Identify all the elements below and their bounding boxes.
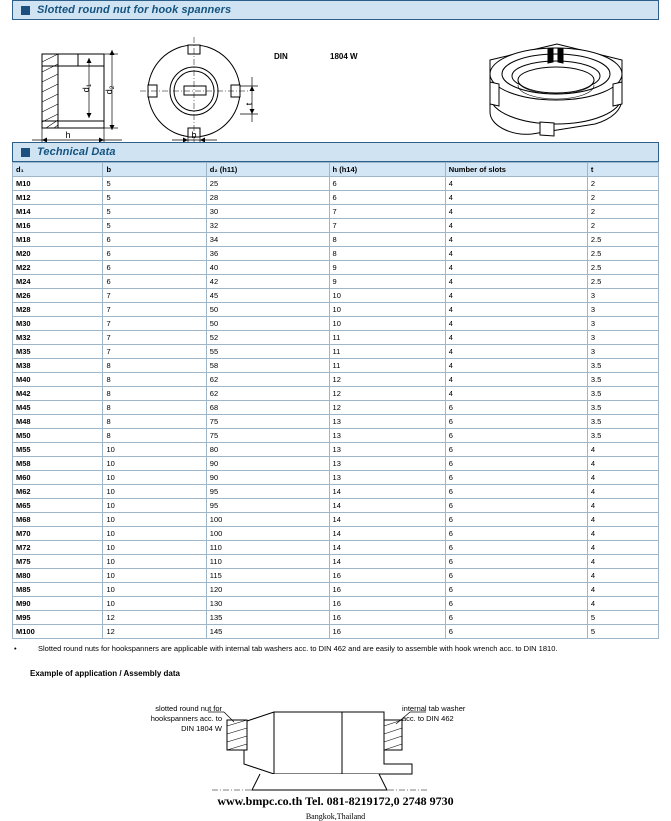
assembly-drawing — [12, 682, 659, 792]
cell-d1: M75 — [13, 555, 103, 569]
cell-h: 16 — [329, 611, 445, 625]
cell-b: 12 — [103, 625, 206, 639]
cell-d2: 58 — [206, 359, 329, 373]
footer-website: www.bmpc.co.th Tel. 081-8219172,0 2748 9730 — [217, 794, 454, 808]
cell-h: 16 — [329, 625, 445, 639]
cell-b: 10 — [103, 555, 206, 569]
table-row — [13, 555, 659, 569]
cell-slots: 4 — [445, 317, 587, 331]
cell-b: 10 — [103, 583, 206, 597]
cell-h: 13 — [329, 471, 445, 485]
cell-d1: M72 — [13, 541, 103, 555]
cell-b: 5 — [103, 177, 206, 191]
cell-b: 7 — [103, 331, 206, 345]
cell-d2: 45 — [206, 289, 329, 303]
cell-slots: 6 — [445, 471, 587, 485]
cell-t: 2 — [587, 219, 658, 233]
cell-t: 5 — [587, 625, 658, 639]
cell-h: 7 — [329, 219, 445, 233]
cell-d1: M28 — [13, 303, 103, 317]
square-marker-icon — [21, 6, 30, 15]
cell-b: 12 — [103, 611, 206, 625]
table-row — [13, 387, 659, 401]
cell-slots: 6 — [445, 555, 587, 569]
cell-d1: M40 — [13, 373, 103, 387]
product-drawing — [12, 22, 659, 142]
svg-text:b: b — [191, 130, 197, 140]
cell-d2: 100 — [206, 513, 329, 527]
table-header-row — [13, 163, 659, 177]
cell-h: 9 — [329, 275, 445, 289]
cell-t: 4 — [587, 443, 658, 457]
cell-h: 9 — [329, 261, 445, 275]
cell-b: 10 — [103, 597, 206, 611]
cell-d1: M22 — [13, 261, 103, 275]
cell-d1: M18 — [13, 233, 103, 247]
cell-slots: 4 — [445, 331, 587, 345]
cell-t: 3 — [587, 345, 658, 359]
cell-slots: 6 — [445, 443, 587, 457]
cell-t: 4 — [587, 485, 658, 499]
cell-h: 10 — [329, 303, 445, 317]
cell-b: 10 — [103, 443, 206, 457]
cell-t: 3.5 — [587, 415, 658, 429]
cell-slots: 4 — [445, 261, 587, 275]
cell-d2: 100 — [206, 527, 329, 541]
cell-d1: M62 — [13, 485, 103, 499]
cell-d1: M20 — [13, 247, 103, 261]
cell-h: 12 — [329, 373, 445, 387]
cell-d2: 115 — [206, 569, 329, 583]
table-row — [13, 247, 659, 261]
cell-h: 16 — [329, 569, 445, 583]
cell-d2: 25 — [206, 177, 329, 191]
cell-b: 7 — [103, 303, 206, 317]
table-row — [13, 527, 659, 541]
page-title: Slotted round nut for hook spanners — [37, 4, 232, 16]
cell-d1: M65 — [13, 499, 103, 513]
cell-h: 16 — [329, 597, 445, 611]
cell-t: 3 — [587, 331, 658, 345]
table-row — [13, 401, 659, 415]
table-row — [13, 359, 659, 373]
cell-d1: M55 — [13, 443, 103, 457]
cell-t: 4 — [587, 457, 658, 471]
example-heading: Example of application / Assembly data — [30, 669, 180, 678]
cell-h: 14 — [329, 555, 445, 569]
cell-b: 8 — [103, 359, 206, 373]
table-row — [13, 457, 659, 471]
cell-h: 12 — [329, 387, 445, 401]
col-header-b: b — [103, 163, 206, 177]
table-row — [13, 597, 659, 611]
cell-d2: 55 — [206, 345, 329, 359]
cell-b: 10 — [103, 457, 206, 471]
cell-h: 6 — [329, 177, 445, 191]
technical-data-title: Technical Data — [37, 146, 116, 158]
table-row — [13, 233, 659, 247]
table-row — [13, 303, 659, 317]
cell-d1: M12 — [13, 191, 103, 205]
cell-h: 12 — [329, 401, 445, 415]
cell-b: 8 — [103, 401, 206, 415]
cell-d2: 130 — [206, 597, 329, 611]
cell-h: 14 — [329, 527, 445, 541]
cell-slots: 6 — [445, 485, 587, 499]
cell-d2: 62 — [206, 387, 329, 401]
table-row — [13, 429, 659, 443]
cell-d2: 40 — [206, 261, 329, 275]
cell-slots: 6 — [445, 569, 587, 583]
footnote — [12, 644, 659, 653]
cell-b: 10 — [103, 471, 206, 485]
cell-h: 11 — [329, 331, 445, 345]
cell-h: 13 — [329, 457, 445, 471]
cell-d1: M45 — [13, 401, 103, 415]
svg-text:t: t — [244, 102, 254, 106]
cell-slots: 4 — [445, 387, 587, 401]
cell-slots: 6 — [445, 611, 587, 625]
cell-d2: 28 — [206, 191, 329, 205]
cell-h: 13 — [329, 429, 445, 443]
cell-d1: M68 — [13, 513, 103, 527]
cell-t: 3 — [587, 303, 658, 317]
svg-text:d2: $d_2$ — [104, 85, 116, 95]
din-standard-number: 1804 W — [330, 52, 358, 61]
assembly-drawing-svg — [12, 682, 659, 792]
cell-d1: M100 — [13, 625, 103, 639]
technical-data-table — [12, 162, 659, 639]
table-row — [13, 471, 659, 485]
cell-h: 10 — [329, 317, 445, 331]
col-header-h: h (h14) — [329, 163, 445, 177]
cell-d2: 90 — [206, 471, 329, 485]
cell-t: 3 — [587, 317, 658, 331]
cell-slots: 6 — [445, 513, 587, 527]
cell-slots: 4 — [445, 359, 587, 373]
cell-b: 6 — [103, 233, 206, 247]
cell-d2: 68 — [206, 401, 329, 415]
cell-h: 6 — [329, 191, 445, 205]
col-header-t: t — [587, 163, 658, 177]
cell-d2: 52 — [206, 331, 329, 345]
cell-b: 6 — [103, 275, 206, 289]
cell-t: 3 — [587, 289, 658, 303]
cell-d1: M58 — [13, 457, 103, 471]
technical-data-title-bar — [12, 142, 659, 162]
cell-slots: 6 — [445, 527, 587, 541]
cell-slots: 4 — [445, 289, 587, 303]
cell-d2: 30 — [206, 205, 329, 219]
cell-b: 10 — [103, 513, 206, 527]
cell-d2: 36 — [206, 247, 329, 261]
table-row — [13, 317, 659, 331]
cell-d1: M14 — [13, 205, 103, 219]
cell-t: 3.5 — [587, 387, 658, 401]
cell-slots: 4 — [445, 191, 587, 205]
cell-d1: M60 — [13, 471, 103, 485]
cell-t: 2.5 — [587, 247, 658, 261]
cell-slots: 6 — [445, 415, 587, 429]
table-row — [13, 275, 659, 289]
cell-d1: M90 — [13, 597, 103, 611]
cell-h: 14 — [329, 485, 445, 499]
table-row — [13, 261, 659, 275]
cell-slots: 4 — [445, 233, 587, 247]
cell-t: 4 — [587, 513, 658, 527]
cell-t: 3.5 — [587, 401, 658, 415]
cell-h: 13 — [329, 415, 445, 429]
assembly-label-right: internal tab washer acc. to DIN 462 — [402, 704, 466, 723]
cell-b: 7 — [103, 289, 206, 303]
table-row — [13, 331, 659, 345]
cell-t: 4 — [587, 569, 658, 583]
cell-slots: 4 — [445, 177, 587, 191]
cell-d1: M35 — [13, 345, 103, 359]
cell-d1: M50 — [13, 429, 103, 443]
cell-d2: 110 — [206, 555, 329, 569]
cell-d1: M48 — [13, 415, 103, 429]
cell-d2: 50 — [206, 317, 329, 331]
cell-b: 10 — [103, 569, 206, 583]
cell-d1: M70 — [13, 527, 103, 541]
cell-b: 6 — [103, 247, 206, 261]
cell-h: 11 — [329, 345, 445, 359]
table-row — [13, 513, 659, 527]
cell-t: 2 — [587, 191, 658, 205]
cell-h: 8 — [329, 247, 445, 261]
cell-b: 10 — [103, 541, 206, 555]
cell-h: 16 — [329, 583, 445, 597]
technical-drawing-svg — [12, 22, 659, 142]
cell-d2: 90 — [206, 457, 329, 471]
table-row — [13, 373, 659, 387]
cell-d2: 62 — [206, 373, 329, 387]
cell-slots: 6 — [445, 401, 587, 415]
cell-t: 2.5 — [587, 233, 658, 247]
cell-b: 6 — [103, 261, 206, 275]
table-row — [13, 191, 659, 205]
cell-t: 3.5 — [587, 373, 658, 387]
cell-d2: 80 — [206, 443, 329, 457]
cell-slots: 6 — [445, 597, 587, 611]
table-row — [13, 583, 659, 597]
cell-slots: 6 — [445, 541, 587, 555]
cell-slots: 4 — [445, 219, 587, 233]
cell-d2: 135 — [206, 611, 329, 625]
cell-b: 10 — [103, 499, 206, 513]
cell-d1: M30 — [13, 317, 103, 331]
cell-d2: 110 — [206, 541, 329, 555]
cell-b: 10 — [103, 485, 206, 499]
cell-t: 2 — [587, 205, 658, 219]
cell-d2: 120 — [206, 583, 329, 597]
table-row — [13, 541, 659, 555]
cell-h: 11 — [329, 359, 445, 373]
cell-d1: M80 — [13, 569, 103, 583]
col-header-d2: d₂ (h11) — [206, 163, 329, 177]
cell-d1: M16 — [13, 219, 103, 233]
cell-d2: 50 — [206, 303, 329, 317]
table-row — [13, 289, 659, 303]
cell-d2: 75 — [206, 429, 329, 443]
cell-b: 8 — [103, 429, 206, 443]
cell-slots: 4 — [445, 247, 587, 261]
cell-d2: 145 — [206, 625, 329, 639]
cell-t: 3.5 — [587, 359, 658, 373]
cell-t: 4 — [587, 471, 658, 485]
table-row — [13, 219, 659, 233]
cell-slots: 6 — [445, 583, 587, 597]
table-row — [13, 625, 659, 639]
cell-d2: 42 — [206, 275, 329, 289]
cell-slots: 4 — [445, 345, 587, 359]
cell-d2: 75 — [206, 415, 329, 429]
footnote-text: Slotted round nuts for hookspanners are applicable with internal tab washers acc. to DIN 462 and are easily to assemble with hook wrench acc. to DIN 1810. — [38, 644, 558, 653]
svg-text:d1: $d_1$ — [81, 83, 93, 93]
cell-d1: M32 — [13, 331, 103, 345]
cell-h: 14 — [329, 541, 445, 555]
cell-b: 5 — [103, 205, 206, 219]
col-header-d1: d₁ — [13, 163, 103, 177]
cell-d1: M42 — [13, 387, 103, 401]
cell-t: 4 — [587, 555, 658, 569]
cell-b: 5 — [103, 191, 206, 205]
table-row — [13, 415, 659, 429]
cell-t: 2 — [587, 177, 658, 191]
cell-b: 7 — [103, 317, 206, 331]
cell-h: 14 — [329, 499, 445, 513]
cell-h: 14 — [329, 513, 445, 527]
col-header-slots: Number of slots — [445, 163, 587, 177]
table-row — [13, 485, 659, 499]
cell-d1: M24 — [13, 275, 103, 289]
cell-t: 3.5 — [587, 429, 658, 443]
table-row — [13, 345, 659, 359]
cell-slots: 6 — [445, 499, 587, 513]
cell-d1: M10 — [13, 177, 103, 191]
cell-t: 4 — [587, 541, 658, 555]
cell-slots: 6 — [445, 457, 587, 471]
assembly-label-left: slotted round nut for hookspanners acc. to DIN 1804 W — [150, 704, 222, 733]
cell-b: 7 — [103, 345, 206, 359]
cell-slots: 4 — [445, 303, 587, 317]
svg-text:h: h — [65, 130, 71, 140]
cell-b: 10 — [103, 527, 206, 541]
footer-location: Bangkok,Thailand — [305, 812, 366, 821]
cell-d2: 95 — [206, 485, 329, 499]
cell-slots: 6 — [445, 625, 587, 639]
cell-b: 8 — [103, 415, 206, 429]
table-row — [13, 205, 659, 219]
footnote-bullet: • — [14, 644, 17, 653]
cell-d1: M85 — [13, 583, 103, 597]
cell-d2: 95 — [206, 499, 329, 513]
cell-slots: 4 — [445, 205, 587, 219]
cell-h: 10 — [329, 289, 445, 303]
cell-slots: 6 — [445, 429, 587, 443]
cell-t: 2.5 — [587, 275, 658, 289]
table-row — [13, 569, 659, 583]
cell-d1: M38 — [13, 359, 103, 373]
din-standard-label: DIN — [274, 52, 288, 61]
cell-h: 8 — [329, 233, 445, 247]
cell-d1: M95 — [13, 611, 103, 625]
cell-slots: 4 — [445, 275, 587, 289]
square-marker-icon-2 — [21, 148, 30, 157]
cell-t: 4 — [587, 597, 658, 611]
page-footer — [12, 794, 659, 821]
cell-t: 4 — [587, 527, 658, 541]
cell-t: 4 — [587, 583, 658, 597]
table-row — [13, 443, 659, 457]
cell-h: 7 — [329, 205, 445, 219]
cell-d2: 32 — [206, 219, 329, 233]
cell-d2: 34 — [206, 233, 329, 247]
cell-b: 8 — [103, 373, 206, 387]
cell-t: 4 — [587, 499, 658, 513]
cell-t: 5 — [587, 611, 658, 625]
page-title-bar — [12, 0, 659, 20]
cell-b: 8 — [103, 387, 206, 401]
cell-slots: 4 — [445, 373, 587, 387]
table-row — [13, 611, 659, 625]
table-row — [13, 177, 659, 191]
cell-t: 2.5 — [587, 261, 658, 275]
cell-b: 5 — [103, 219, 206, 233]
table-row — [13, 499, 659, 513]
cell-d1: M26 — [13, 289, 103, 303]
cell-h: 13 — [329, 443, 445, 457]
table-body — [13, 177, 659, 639]
